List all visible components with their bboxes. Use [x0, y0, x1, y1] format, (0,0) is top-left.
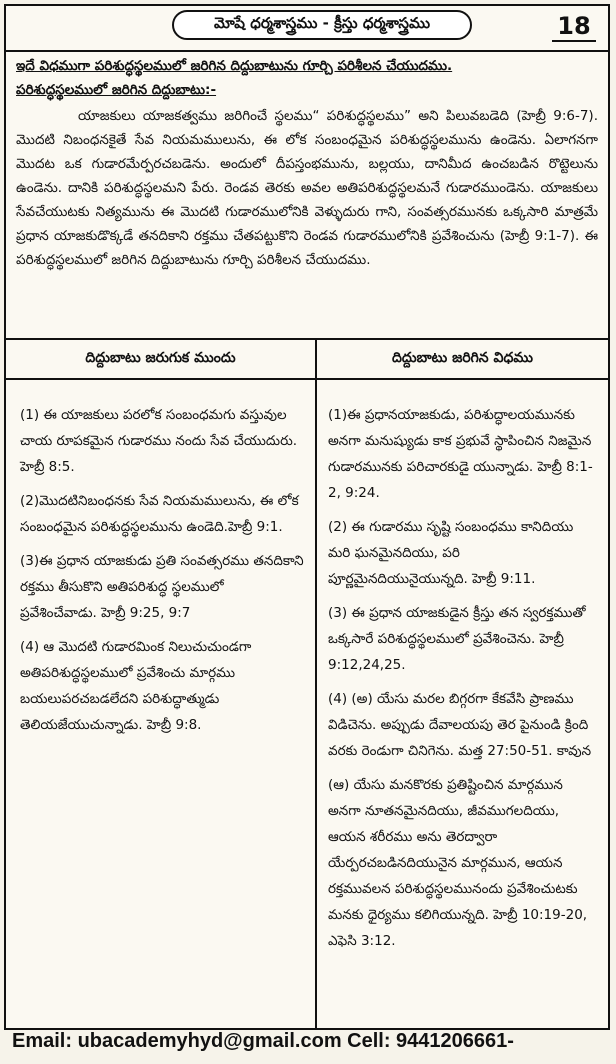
footer-contact: Email: ubacademyhyd@gmail.com Cell: 9441206661-	[12, 1030, 514, 1052]
intro-paragraph: యాజకులు యాజకత్వము జరిగించే స్థలము“ పరిశుద్ధస్థలము” అని పిలువబడెది (హెబ్రీ 9:6-7). మొదటి నిబంధనకైతే సేవ నియమములును, ఈ లోక సంబంధమైన పరిశుద్ధస్థలమును ఉండెను. ఏలాగనగా మొదట ఒక గుడారమేర్పరచబడెను. అందులో దీపస్తంభమును, బల్లయు, దానిమీద ఉంచబడిన రొట్టెలును ఉండెను. దానికి పరిశుద్ధస్థలమని పేరు. రెండవ తెరకు అవల అతిపరిశుద్ధస్థలమనే గుడారముండెను. యాజకులు సేవచేయుటకు నిత్యమును ఈ మొదటి గుడారములోనికి వెళ్ళుదురు గాని, సంవత్సరమునకు ఒక్కసారి మాత్రమే ప్రధాన యాజకుడొక్కడే తనదికాని రక్తము చేతపట్టుకొని రెండవ గుడారములోనికి ప్రవేశించును (హెబ్రీ 9:1-7). ఈ పరిశుద్ధస్థలములో జరిగిన దిద్దుబాటును గూర్చి పరిశీలన చేయుదము.	[16, 108, 598, 268]
before-item-1: (1) ఈ యాజకులు పరలోక సంబంధమగు వస్తువుల చాయ రూపకమైన గుడారము నందు సేవ చేయుదురు. హెబ్రీ 8:5.	[20, 407, 298, 475]
column-after	[328, 402, 598, 962]
page-number: 18	[552, 12, 596, 42]
table-header-before: దిద్దుబాటు జరుగుక ముందు	[6, 340, 315, 380]
intro-section	[16, 54, 598, 272]
after-item-3: (3) ఈ ప్రధాన యాజకుడైన క్రీస్తు తన స్వరక్తముతో ఒక్కసారే పరిశుద్ధస్థలములో ప్రవేశించెను. హెబ్రీ 9:12,24,25.	[328, 605, 586, 673]
column-before	[20, 402, 304, 746]
document-page	[4, 4, 610, 1030]
intro-heading-2: పరిశుద్ధస్థలములో జరిగిన దిద్దుబాటు:-	[16, 82, 217, 98]
after-item-4: (4) (అ) యేసు మరల బిగ్గరగా కేకవేసి ప్రాణము విడిచెను. అప్పుడు దేవాలయపు తెర పైనుండి క్రింది వరకు రెండుగా చినిగెను. మత్త 27:50-51. కావున	[328, 691, 592, 759]
after-item-2: (2) ఈ గుడారము సృష్టి సంబంధము కానిదియు మరి ఘనమైనదియు, పరి పూర్ణమైనదియునైయున్నది. హెబ్రీ 9:11.	[328, 519, 574, 587]
after-item-5: (ఆ) యేసు మనకొరకు ప్రతిష్టించిన మార్గమున అనగా నూతనమైనదియు, జీవముగలదియు, ఆయన శరీరము అను తెరద్వారా యేర్పరచబడినదియునైన మార్గమున, ఆయన రక్తమువలన పరిశుద్ధస్థలమునందు ప్రవేశించుటకు మనకు ధైర్యము కలిగియున్నది. హెబ్రీ 10:19-20, ఎఫెసి 3:12.	[328, 777, 588, 949]
after-item-1: (1)ఈ ప్రధానయాజకుడు, పరిశుద్ధాలయమునకు అనగా మనుష్యుడు కాక ప్రభువే స్థాపించిన నిజమైన గుడారమునకు పరిచారకుడై యున్నాడు. హెబ్రీ 8:1-2, 9:24.	[328, 407, 593, 501]
intro-heading-1: ఇదే విధముగా పరిశుద్ధస్థలములో జరిగిన దిద్దుబాటును గూర్చి పరిశీలన చేయుదము.	[16, 58, 453, 74]
page-title: మోషే ధర్మశాస్త్రము - క్రీస్తు ధర్మశాస్త్రము	[172, 10, 472, 40]
before-item-2: (2)మొదటినిబంధనకు సేవ నియమములును, ఈ లోక సంబంధమైన పరిశుద్ధస్థలమును ఉండెది.హెబ్రీ 9:1.	[20, 493, 299, 535]
before-item-4: (4) ఆ మొదటి గుడారమింక నిలుచుచుండగా అతిపరిశుద్ధస్థలములో ప్రవేశించు మార్గము బయలుపరచబడలేదని పరిశుద్ధాత్ముడు తెలియజేయుచున్నాడు. హెబ్రీ 9:8.	[20, 639, 252, 733]
table-header-after: దిద్దుబాటు జరిగిన విధము	[317, 340, 608, 380]
column-divider	[315, 340, 317, 1028]
header-divider	[6, 50, 608, 52]
before-item-3: (3)ఈ ప్రధాన యాజకుడు ప్రతి సంవత్సరము తనదికాని రక్తము తీసుకొని అతిపరిశుద్ధ స్థలములో ప్రవేశించేవాడు. హెబ్రీ 9:25, 9:7	[20, 553, 304, 621]
comparison-table	[6, 338, 608, 1028]
